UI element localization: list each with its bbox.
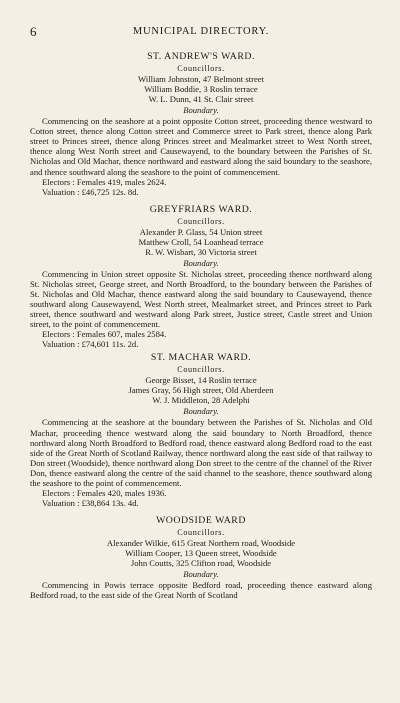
page-number: 6 [30, 24, 37, 39]
running-title: MUNICIPAL DIRECTORY. [132, 26, 270, 37]
councillor-entry: R. W. Wisbart, 30 Victoria street [145, 246, 257, 257]
boundary-heading: Boundary. [183, 105, 219, 115]
councillor-entry: William Cooper, 13 Queen street, Woodside [125, 548, 277, 559]
councillors-list [30, 538, 372, 568]
councillor-entry: John Coutts, 325 Clifton road, Woodside [130, 558, 272, 569]
councillors-heading: Councillors. [177, 64, 225, 73]
councillor-entry: Matthew Croll, 54 Loanhead terrace [138, 236, 264, 247]
electors-line: Electors : Females 420, males 1936. [42, 488, 167, 499]
boundary-heading: Boundary. [183, 569, 219, 580]
valuation-line: Valuation : £38,864 13s. 4d. [42, 498, 139, 509]
ward-title: ST. ANDREW'S WARD. [147, 51, 255, 62]
councillor-entry: W. L. Dunn, 41 St. Clair street [148, 94, 254, 104]
councillor-entry: Alexander Wilkie, 615 Great Northern road, Woodside [106, 538, 296, 549]
ward-title: GREYFRIARS WARD. [149, 203, 253, 215]
ward-title: WOODSIDE WARD [156, 515, 246, 527]
boundary-heading: Boundary. [183, 406, 219, 417]
councillors-heading: Councillors. [177, 365, 225, 375]
ward-st-machar [30, 352, 372, 508]
councillor-entry: William Johnston, 47 Belmont street [138, 74, 264, 84]
page-header [30, 24, 372, 40]
councillors-list [30, 74, 372, 104]
ward-greyfriars [30, 204, 372, 350]
councillor-entry: George Bisset, 14 Roslin terrace [145, 375, 257, 386]
valuation-line: Valuation : £46,725 12s. 8d. [42, 186, 139, 197]
ward-title: ST. MACHAR WARD. [150, 352, 252, 364]
electors-line: Electors : Females 607, males 2584. [42, 329, 167, 340]
councillors-heading: Councillors. [177, 528, 225, 538]
electors-line: Electors : Females 419, males 2624. [42, 176, 167, 187]
councillors-list [30, 375, 372, 405]
councillor-entry: William Boddie, 3 Roslin terrace [144, 84, 258, 94]
valuation-line: Valuation : £74,601 11s. 2d. [42, 339, 139, 350]
boundary-heading: Boundary. [183, 257, 219, 268]
boundary-text: Commencing in Union street opposite St. Nicholas street, proceeding thence northward along St. Nicholas street, George street, and North Broadford, to the boundary between the Parishes of St. Nicholas and Old Machar, thence eastward along the said boundary to Causewayend, thence southward along Causewayend, West North street, Mealmarket street, and Princes street to Park street, thence southward and westward along Park street, Justice street, Castle street and Union street, to the point of commencement. [30, 268, 372, 330]
ward-st-andrews [30, 51, 372, 197]
councillors-heading: Councillors. [177, 216, 225, 226]
boundary-text: Commencing at the seashore at the boundary between the Parishes of St. Nicholas and Old Machar, proceeding thence westward along the said boundary to North Broadford, thence northward along North Broadford to Bedford road, thence eastward along Bedford road to the east side of the Great North of Scotland Railway, thence northward along the east side of that railway to Don street (Woodside), thence northward along Don street to the centre of the channel of the River Don, thence eastward along the centre of the said channel to the seashore, thence southward along the seashore to the point of commencement. [30, 417, 372, 488]
boundary-text: Commencing in Powis terrace opposite Bedford road, proceeding thence eastward along Bedford road, to the east side of the Great North of Scotland [30, 580, 372, 601]
councillor-entry: W. J. Middleton, 28 Adelphi [152, 395, 250, 406]
councillor-entry: Alexander P. Glass, 54 Union street [139, 226, 263, 237]
councillor-entry: James Gray, 56 High street, Old Aberdeen [128, 385, 274, 396]
councillors-list [30, 227, 372, 257]
boundary-text: Commencing on the seashore at a point opposite Cotton street, proceeding thence westward to Cotton street, thence along Cotton street and Commerce street to Park street, thence along Park street to Princes street, thence along Princes street and Mealmarket street to West North street, thence along West North street and Causewayend, to the boundary between the Parishes of St. Nicholas and Old Machar, thence northward and eastward along the said boundary to the seashore, and thence southward along the seashore to the point of commencement. [30, 116, 372, 177]
page-content [30, 48, 372, 600]
ward-woodside [30, 515, 372, 600]
